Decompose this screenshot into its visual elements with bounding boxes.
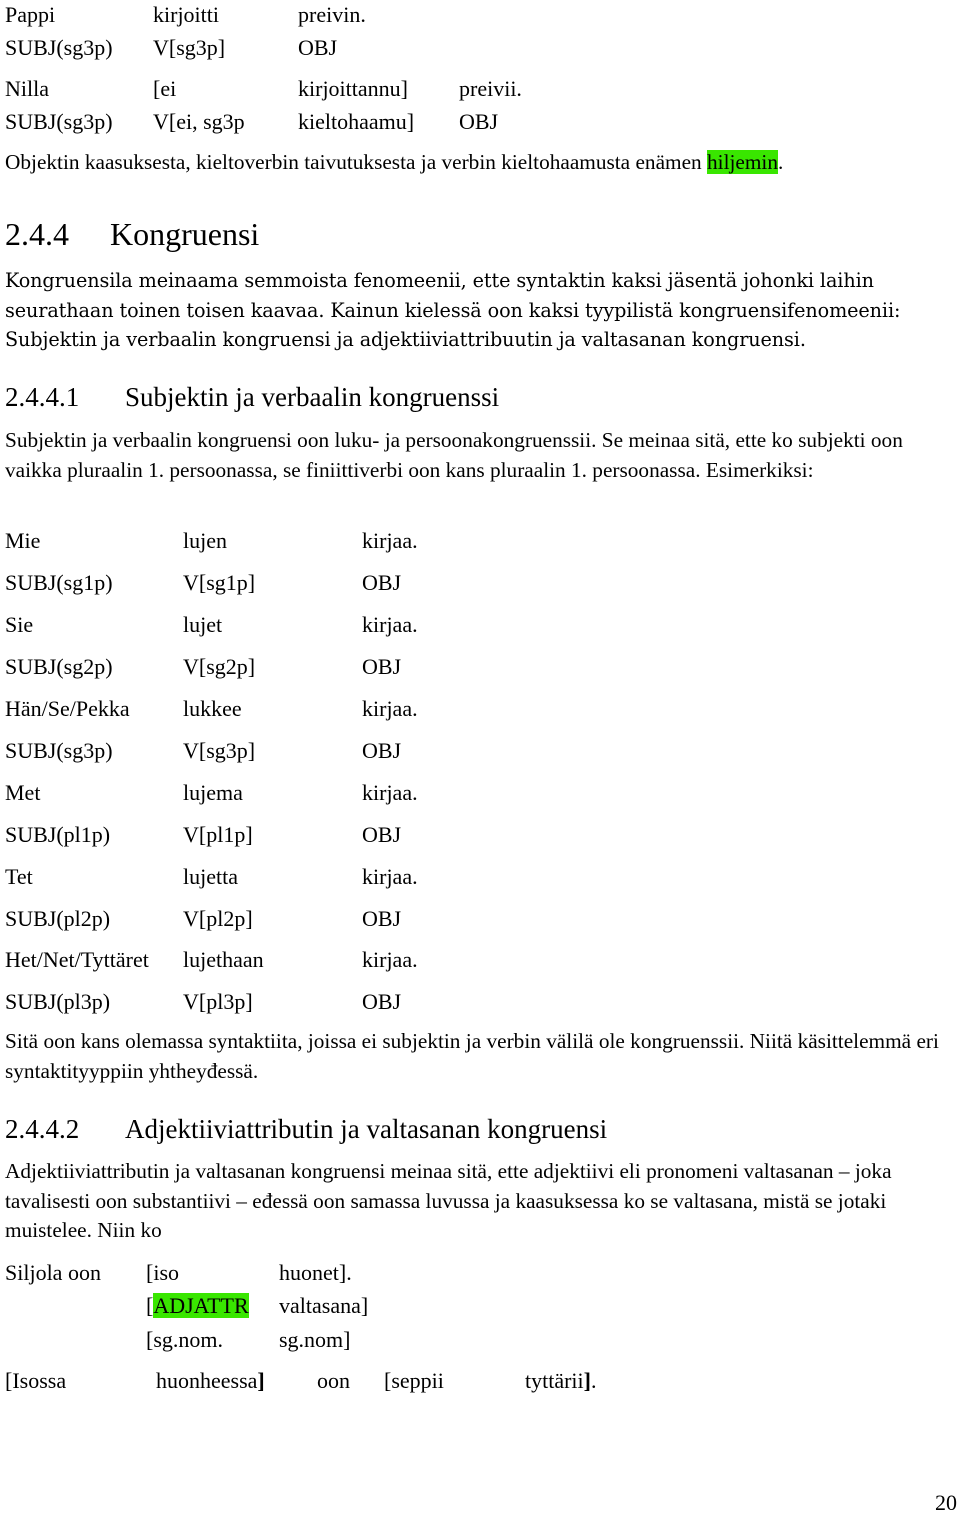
gloss-word-text: tyttärii [525, 1368, 584, 1393]
gloss-tag: OBJ [362, 738, 402, 763]
heading-number: 2.4.4.2 [5, 1114, 80, 1144]
gloss-tag: V[sg2p] [183, 654, 256, 679]
gloss-word: lujen [183, 528, 227, 553]
gloss-word: Siljola oon [5, 1260, 101, 1285]
bracket-close: ] [257, 1368, 265, 1393]
paragraph-end: . [778, 150, 784, 174]
gloss-word: kirjoitti [153, 2, 219, 27]
paragraph-subjektin: Subjektin ja verbaalin kongruensi oon luku- ja persoonakongruenssii. Se meinaa sitä, ette ko subjekti oon vaikka pluraalin 1. persoonassa, se finiittiverbi oon kans pluraalin 1. persoonassa. Esimerkiksi: [5, 428, 903, 482]
heading-number: 2.4.4 [5, 216, 69, 252]
gloss-word: preivii. [459, 76, 522, 101]
paragraph-text: Objektin kaasuksesta, kieltoverbin taivutuksesta ja verbin kieltohaamusta enämen [5, 150, 708, 174]
gloss-tag: OBJ [362, 570, 402, 595]
gloss-tag: OBJ [459, 109, 499, 134]
gloss-word: Mie [5, 528, 41, 553]
gloss-word [525, 1370, 596, 1392]
gloss-tag: OBJ [362, 654, 402, 679]
heading-number: 2.4.4.1 [5, 382, 80, 412]
gloss-word [156, 1370, 265, 1392]
gloss-word: kirjaa. [362, 947, 418, 972]
gloss-word: kirjaa. [362, 612, 418, 637]
paragraph-objektin [5, 152, 783, 173]
gloss-word: oon [317, 1368, 350, 1393]
heading-2-4-4-1 [5, 384, 499, 411]
gloss-word: Sie [5, 612, 34, 637]
paragraph-sita: Sitä oon kans olemassa syntaktiita, joissa ei subjektin ja verbin välilä ole kongruenssii. Niitä käsittelemmä eri syntaktityyppiin yhtheyđessä. [5, 1029, 939, 1083]
bracket-open: [ [146, 1293, 154, 1318]
gloss-word: kirjaa. [362, 528, 418, 553]
heading-2-4-4 [5, 218, 259, 250]
gloss-word-text: huonheessa [156, 1368, 258, 1393]
heading-title: Kongruensi [110, 216, 260, 252]
gloss-tag: V[ei, sg3p [153, 109, 245, 134]
gloss-tag: OBJ [362, 822, 402, 847]
gloss-tag: OBJ [362, 906, 402, 931]
gloss-word: lujethaan [183, 947, 264, 972]
gloss-tag: sg.nom] [279, 1327, 351, 1352]
gloss-word: kirjaa. [362, 864, 418, 889]
gloss-word: kirjaa. [362, 780, 418, 805]
gloss-word: lujetta [183, 864, 238, 889]
bracket-close: ] [583, 1368, 591, 1393]
gloss-tag: [sg.nom. [146, 1327, 223, 1352]
gloss-word: Met [5, 780, 41, 805]
paragraph-kongruensila: Kongruensila meinaama semmoista fenomeenii, ette syntaktin kaksi jäsentä johonki laihin seurathaan toinen toisen kaavaa. Kainun kielessä oon kaksi tyypilistä kongruensifenomeenii: Subjektin ja verbaalin kongruensi ja adjektiiviattribuutin ja valtasanan kongruensi. [5, 269, 901, 351]
gloss-tag: V[sg1p] [183, 570, 256, 595]
gloss-word: kirjaa. [362, 696, 418, 721]
gloss-tag: valtasana] [279, 1293, 369, 1318]
gloss-tag: V[pl3p] [183, 989, 253, 1014]
page-number: 20 [935, 1490, 957, 1515]
gloss-word: Het/Net/Tyttäret [5, 947, 149, 972]
gloss-tag: SUBJ(sg3p) [5, 35, 113, 60]
sentence-end: . [590, 1368, 597, 1393]
gloss-word: [Isossa [5, 1368, 67, 1393]
gloss-tag: SUBJ(pl3p) [5, 989, 111, 1014]
gloss-tag: OBJ [298, 35, 338, 60]
gloss-word: [iso [146, 1260, 179, 1285]
gloss-word: Tet [5, 864, 33, 889]
gloss-tag: SUBJ(sg3p) [5, 109, 113, 134]
gloss-tag: SUBJ(pl1p) [5, 822, 111, 847]
gloss-tag: V[sg3p] [153, 35, 226, 60]
heading-title: Adjektiiviattributin ja valtasanan kongruensi [125, 1114, 608, 1144]
paragraph-adjektiivi: Adjektiiviattributin ja valtasanan kongruensi meinaa sitä, ette adjektiivi eli pronomeni valtasanan – joka tavalisesti oon substantiivi – eđessä oon samassa luvussa ja kaasuksessa ko se valtasana, mistä se jotaki muistelee. Niin ko [5, 1159, 892, 1242]
gloss-tag [146, 1295, 249, 1317]
gloss-tag: SUBJ(pl2p) [5, 906, 111, 931]
gloss-tag: V[pl2p] [183, 906, 253, 931]
gloss-word: Hän/Se/Pekka [5, 696, 130, 721]
heading-2-4-4-2 [5, 1116, 607, 1143]
gloss-tag: SUBJ(sg3p) [5, 738, 113, 763]
highlighted-word: hiljemin [707, 150, 778, 174]
gloss-word: Nilla [5, 76, 49, 101]
gloss-tag: V[pl1p] [183, 822, 253, 847]
gloss-word: lukkee [183, 696, 242, 721]
gloss-tag: OBJ [362, 989, 402, 1014]
heading-title: Subjektin ja verbaalin kongruenssi [125, 382, 500, 412]
gloss-word: lujema [183, 780, 243, 805]
gloss-word: Pappi [5, 2, 56, 27]
highlighted-tag: ADJATTR [153, 1293, 249, 1318]
gloss-tag: SUBJ(sg2p) [5, 654, 113, 679]
gloss-word: preivin. [298, 2, 366, 27]
gloss-word: lujet [183, 612, 223, 637]
gloss-tag: SUBJ(sg1p) [5, 570, 113, 595]
gloss-tag: V[sg3p] [183, 738, 256, 763]
gloss-tag: kieltohaamu] [298, 109, 415, 134]
gloss-word: [seppii [384, 1368, 444, 1393]
gloss-word: [ei [153, 76, 177, 101]
gloss-word: kirjoittannu] [298, 76, 408, 101]
gloss-word: huonet]. [279, 1260, 352, 1285]
